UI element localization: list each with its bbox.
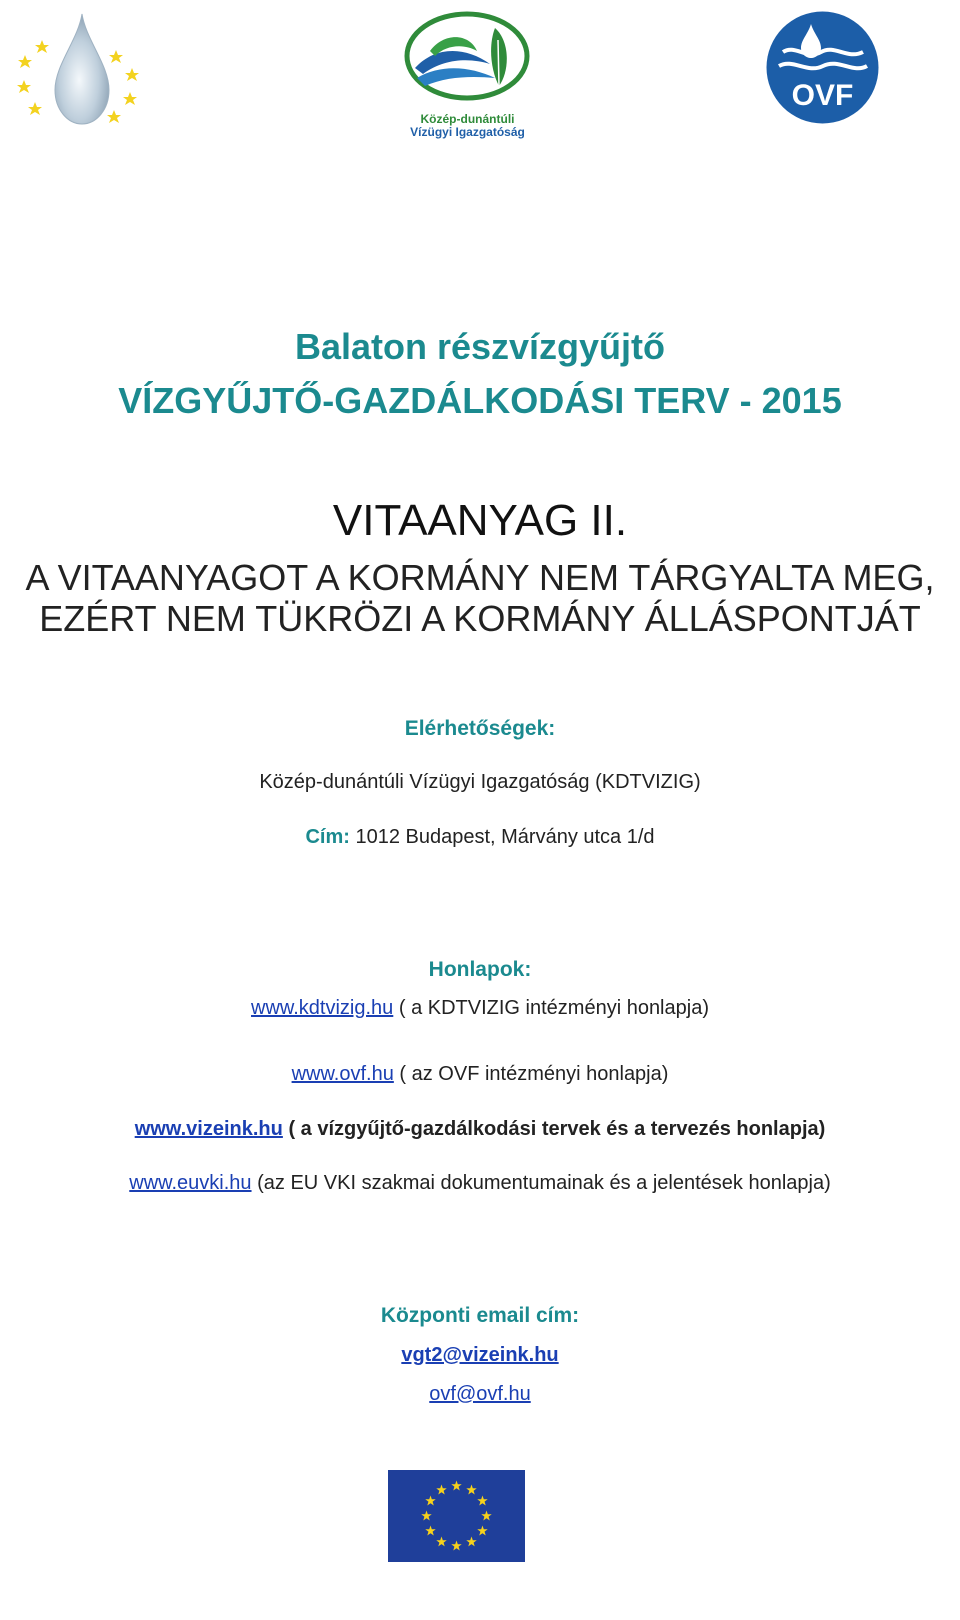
contacts-label: Elérhetőségek: bbox=[404, 717, 556, 740]
website-link-kdtvizig[interactable]: www.kdtvizig.hu bbox=[251, 997, 394, 1019]
email-link-primary[interactable]: vgt2@vizeink.hu bbox=[401, 1344, 559, 1366]
notice-line-2: EZÉRT NEM TÜKRÖZI A KORMÁNY ÁLLÁSPONTJÁT bbox=[39, 598, 921, 639]
website-row-vizeink bbox=[0, 1118, 960, 1141]
address-label: Cím: bbox=[305, 826, 350, 848]
water-drop-stars-logo bbox=[10, 10, 145, 130]
email-secondary-row bbox=[0, 1383, 960, 1406]
address-value: 1012 Budapest, Márvány utca 1/d bbox=[355, 826, 655, 848]
websites-label: Honlapok: bbox=[428, 958, 532, 981]
kdtvizig-logo-line1: Közép-dunántúli bbox=[420, 112, 515, 126]
address-line bbox=[0, 826, 960, 849]
website-link-ovf[interactable]: www.ovf.hu bbox=[291, 1063, 394, 1085]
ovf-logo bbox=[765, 10, 880, 125]
email-primary-row bbox=[0, 1344, 960, 1367]
website-desc-kdtvizig: ( a KDTVIZIG intézményi honlapja) bbox=[398, 997, 709, 1019]
website-desc-vizeink: ( a vízgyűjtő-gazdálkodási tervek és a tervezés honlapja) bbox=[288, 1118, 826, 1140]
email-label: Központi email cím: bbox=[380, 1304, 580, 1327]
email-link-secondary[interactable]: ovf@ovf.hu bbox=[429, 1383, 531, 1405]
website-row-euvki bbox=[0, 1172, 960, 1195]
organization-name: Közép-dunántúli Vízügyi Igazgatóság (KDTVIZIG) bbox=[259, 771, 701, 793]
website-desc-euvki: (az EU VKI szakmai dokumentumainak és a jelentések honlapja) bbox=[257, 1172, 831, 1194]
website-link-euvki[interactable]: www.euvki.hu bbox=[129, 1172, 252, 1194]
kdtvizig-logo-line2: Vízügyi Igazgatóság bbox=[410, 125, 525, 139]
website-row-kdtvizig bbox=[0, 997, 960, 1020]
notice-heading: VITAANYAG II. bbox=[332, 496, 628, 545]
website-row-ovf bbox=[0, 1063, 960, 1086]
kdtvizig-logo bbox=[395, 6, 540, 139]
document-title: VÍZGYŰJTŐ-GAZDÁLKODÁSI TERV - 2015 bbox=[118, 380, 842, 421]
website-link-vizeink[interactable]: www.vizeink.hu bbox=[134, 1118, 283, 1140]
notice-line-1: A VITAANYAGOT A KORMÁNY NEM TÁRGYALTA MEG, bbox=[25, 557, 935, 598]
document-subtitle: Balaton részvízgyűjtő bbox=[294, 326, 666, 367]
ovf-logo-text: OVF bbox=[791, 79, 854, 112]
website-desc-ovf: ( az OVF intézményi honlapja) bbox=[399, 1063, 669, 1085]
eu-flag-logo bbox=[388, 1470, 525, 1562]
